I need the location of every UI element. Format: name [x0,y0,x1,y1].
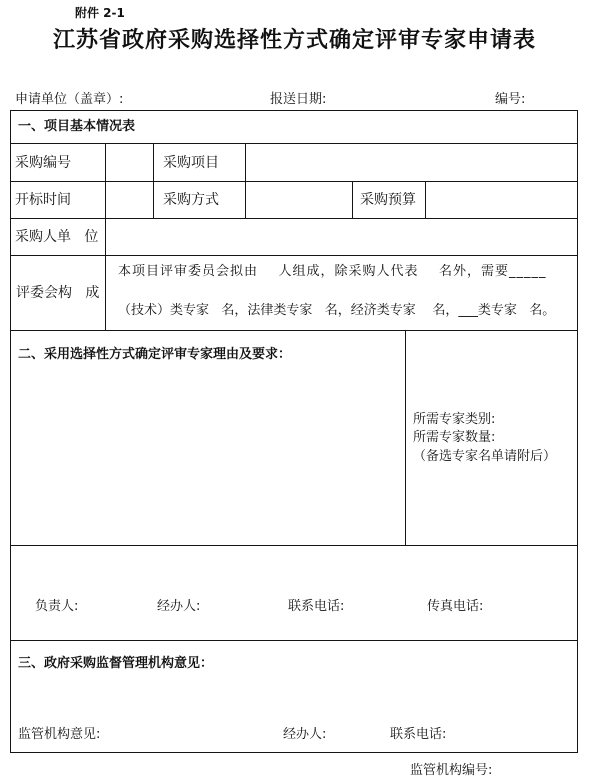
person-in-charge-label: 负责人: [35,599,79,614]
expert-category-label: 所需专家类别: [413,412,496,427]
contact-phone-label: 联系电话: [288,599,345,614]
section2-requirements-cell [405,330,578,546]
purchase-budget-label-cell [352,181,426,219]
serial-number-label: 编号: [495,92,526,107]
purchase-item-label-cell [153,143,246,182]
bid-opening-time-value [105,181,154,219]
section3-cell [10,640,578,753]
purchase-number-label-cell [10,143,106,182]
bid-opening-time-label: 开标时间 [15,192,71,208]
attachment-label: 附件 2-1 [75,6,125,20]
contacts-cell [10,545,578,641]
committee-line-1: 本项目评审委员会拟由 人组成，除采购人代表 名外，需要_____ [118,264,547,279]
supervisor-number-label: 监管机构编号: [410,763,493,778]
purchase-method-label-cell [153,181,246,219]
committee-line-2: （技术）类专家 名，法律类专家 名，经济类专家 名，___类专家 名。 [118,303,556,318]
purchase-number-value [105,143,154,182]
purchase-item-label: 采购项目 [163,154,219,171]
purchaser-unit-label: 采购人单 位 [15,229,99,245]
fax-label: 传真电话: [427,599,484,614]
alternate-list-note: （备选专家名单请附后） [413,449,557,464]
supervisor-opinion-label: 监管机构意见: [18,727,101,742]
expert-count-label: 所需专家数量: [413,430,496,445]
purchase-budget-value [425,181,578,219]
purchase-budget-label: 采购预算 [360,192,416,208]
submit-date-label: 报送日期: [270,92,327,107]
committee-composition-cell [105,255,578,331]
handler-label: 经办人: [157,599,201,614]
section3-heading: 三、政府采购监督管理机构意见： [18,656,214,671]
applicant-unit-label: 申请单位（盖章）: [15,92,124,107]
purchase-item-value [245,143,578,182]
purchaser-unit-label-cell [10,218,106,256]
section2-reason-cell [10,330,406,546]
committee-label-cell [10,255,106,331]
form-title: 江苏省政府采购选择性方式确定评审专家申请表 [52,28,536,53]
purchase-method-value [245,181,353,219]
section1-heading-cell [10,110,578,144]
supervisor-phone-label: 联系电话: [390,727,447,742]
purchase-method-label: 采购方式 [163,192,219,208]
section1-heading: 一、项目基本情况表 [18,119,136,134]
committee-label: 评委会构 成 [16,285,100,301]
purchase-number-label: 采购编号 [15,154,71,171]
supervisor-handler-label: 经办人: [283,727,327,742]
purchaser-unit-value [105,218,578,256]
section2-heading: 二、采用选择性方式确定评审专家理由及要求： [18,347,292,362]
bid-opening-time-label-cell [10,181,106,219]
